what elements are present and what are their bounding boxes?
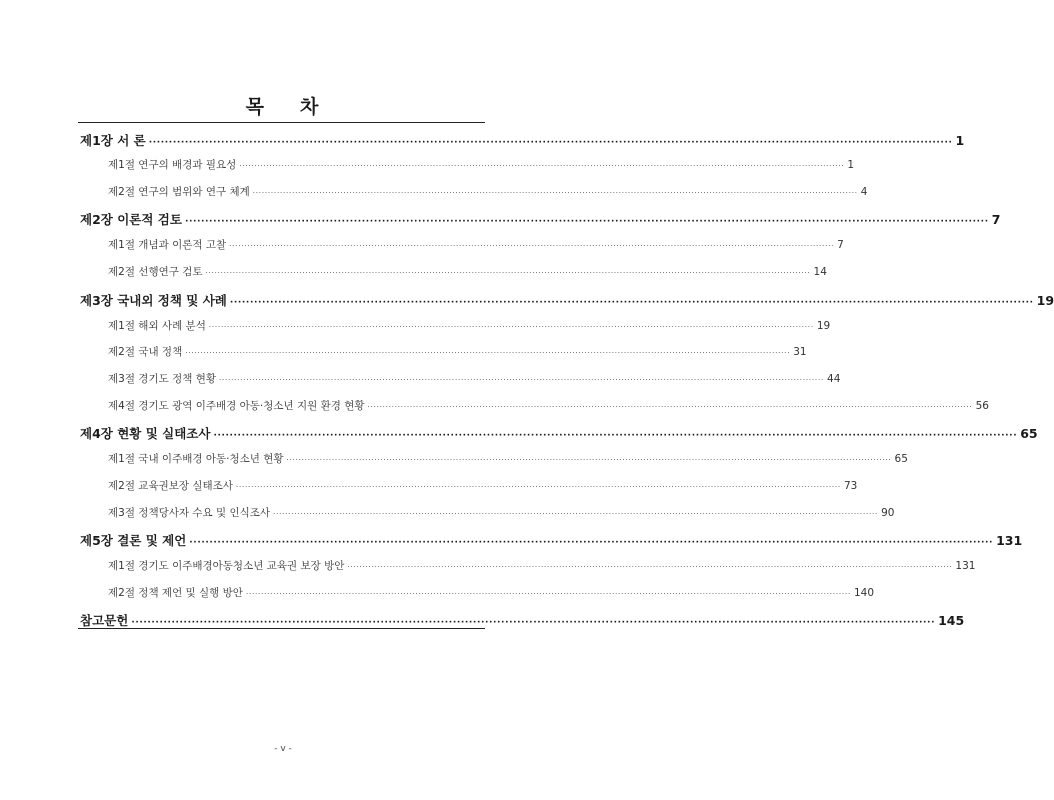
toc-entry-page: 145 (938, 613, 965, 628)
toc-section-entry[interactable] (108, 398, 989, 413)
toc-entry-page: 1 (955, 133, 965, 148)
toc-section-entry[interactable] (108, 505, 895, 520)
toc-chapter-entry[interactable] (80, 611, 965, 629)
toc-entry-page: 65 (894, 453, 908, 465)
page-number: - v - (274, 744, 292, 754)
toc-entry-page: 4 (860, 186, 868, 198)
toc-leader-dots: ········································································································································································································ (208, 323, 814, 331)
toc-entry-label: 참고문헌 (80, 613, 129, 628)
toc-section-entry[interactable] (108, 478, 858, 493)
toc-chapter-entry[interactable] (80, 531, 1023, 549)
toc-section-entry[interactable] (108, 344, 807, 359)
toc-chapter-entry[interactable] (80, 291, 1054, 309)
toc-leader-dots: ········································································································································································································ (131, 618, 936, 628)
toc-section-entry[interactable] (108, 371, 841, 386)
toc-leader-dots: ········································································································································································································ (273, 510, 879, 518)
toc-chapter-entry[interactable] (80, 131, 965, 149)
toc-chapter-entry[interactable] (80, 424, 1038, 442)
toc-section-entry[interactable] (108, 585, 875, 600)
toc-section-entry[interactable] (108, 157, 854, 172)
toc-leader-dots: ········································································································································································································ (218, 376, 825, 384)
toc-leader-dots: ········································································································································································································ (235, 483, 841, 491)
top-rule (78, 122, 485, 123)
toc-entry-label: 제1절 해외 사례 분석 (108, 320, 206, 332)
toc-entry-page: 140 (853, 587, 875, 599)
toc-entry-label: 제4절 경기도 광역 이주배경 아동·청소년 지원 환경 현황 (108, 400, 365, 412)
toc-entry-label: 제1절 경기도 이주배경아동청소년 교육권 보장 방안 (108, 560, 345, 572)
toc-entry-page: 65 (1020, 426, 1038, 441)
toc-entry-page: 44 (827, 373, 841, 385)
toc-leader-dots: ········································································································································································································ (347, 563, 953, 571)
toc-leader-dots: ········································································································································································································ (229, 298, 1034, 308)
toc-entry-label: 제3장 국내외 정책 및 사례 (80, 293, 227, 308)
toc-leader-dots: ········································································································································································································ (286, 456, 892, 464)
toc-leader-dots: ········································································································································································································ (245, 590, 851, 598)
toc-entry-label: 제5장 결론 및 제언 (80, 533, 187, 548)
toc-entry-label: 제2절 국내 정책 (108, 346, 183, 358)
toc-entry-label: 제1절 연구의 배경과 필요성 (108, 159, 237, 171)
toc-entry-label: 제1절 개념과 이론적 고찰 (108, 239, 227, 251)
toc-leader-dots: ········································································································································································································ (239, 162, 845, 170)
toc-entry-page: 19 (1036, 293, 1054, 308)
toc-section-entry[interactable] (108, 237, 844, 252)
toc-leader-dots: ········································································································································································································ (213, 431, 1018, 441)
toc-leader-dots: ········································································································································································································ (205, 269, 811, 277)
toc-entry-page: 1 (847, 159, 854, 171)
toc-chapter-entry[interactable] (80, 210, 1001, 228)
toc-section-entry[interactable] (108, 318, 831, 333)
toc-section-entry[interactable] (108, 451, 908, 466)
toc-entry-page: 7 (837, 239, 844, 251)
toc-entry-label: 제3절 정책당사자 수요 및 인식조사 (108, 507, 271, 519)
toc-entry-page: 19 (816, 320, 831, 332)
toc-entry-page: 31 (793, 346, 807, 358)
toc-leader-dots: ········································································································································································································ (185, 349, 791, 357)
toc-entry-page: 131 (955, 560, 976, 572)
toc-leader-dots: ········································································································································································································ (184, 217, 989, 227)
toc-leader-dots: ········································································································································································································ (229, 242, 835, 250)
toc-entry-page: 73 (843, 480, 858, 492)
toc-section-entry[interactable] (108, 184, 868, 199)
toc-entry-label: 제1장 서 론 (80, 133, 146, 148)
toc-entry-page: 7 (991, 212, 1001, 227)
bottom-rule (78, 628, 485, 629)
title-right: 차 (300, 96, 321, 118)
toc-entry-label: 제2절 정책 제언 및 실행 방안 (108, 587, 243, 599)
toc-entry-label: 제2장 이론적 검토 (80, 212, 182, 227)
toc-entry-page: 56 (975, 400, 989, 412)
toc-section-entry[interactable] (108, 558, 976, 573)
toc-leader-dots: ········································································································································································································ (148, 138, 953, 148)
toc-entry-label: 제2절 교육권보장 실태조사 (108, 480, 233, 492)
toc-entry-label: 제4장 현황 및 실태조사 (80, 426, 211, 441)
title-left: 목 (245, 96, 266, 118)
toc-entry-label: 제1절 국내 이주배경 아동·청소년 현황 (108, 453, 284, 465)
toc-entry-page: 90 (881, 507, 895, 519)
toc-entry-page: 131 (996, 533, 1023, 548)
page-title (0, 92, 566, 119)
toc-section-entry[interactable] (108, 264, 827, 279)
toc-entry-label: 제3절 경기도 정책 현황 (108, 373, 216, 385)
toc-entry-label: 제2절 연구의 범위와 연구 체계 (108, 186, 250, 198)
toc-leader-dots: ········································································································································································································ (189, 538, 994, 548)
toc-leader-dots: ········································································································································································································ (367, 403, 973, 411)
toc-leader-dots: ········································································································································································································ (252, 189, 858, 197)
toc-entry-label: 제2절 선행연구 검토 (108, 266, 203, 278)
toc-entry-page: 14 (813, 266, 827, 278)
